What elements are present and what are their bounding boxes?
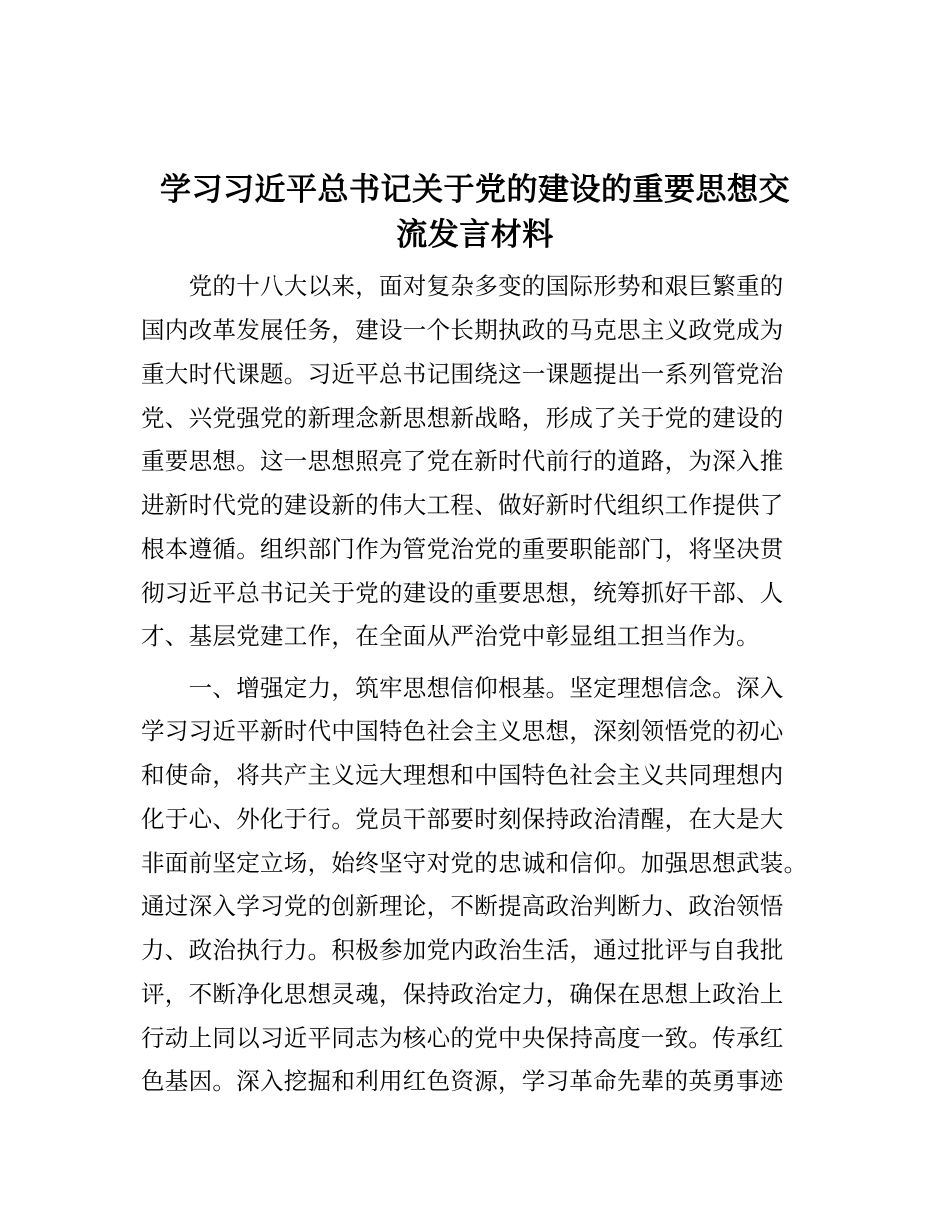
- body-line: 国内改革发展任务，建设一个长期执政的马克思主义政党成为: [141, 316, 784, 344]
- document-title-line-2: 流发言材料: [396, 217, 554, 253]
- body-line: 化于心、外化于行。党员干部要时刻保持政治清醒，在大是大: [141, 805, 784, 833]
- body-line: 重要思想。这一思想照亮了党在新时代前行的道路，为深入推: [141, 447, 784, 475]
- body-line: 进新时代党的建设新的伟大工程、做好新时代组织工作提供了: [141, 491, 784, 519]
- body-line: 行动上同以习近平同志为核心的党中央保持高度一致。传承红: [141, 1024, 784, 1052]
- body-line: 重大时代课题。习近平总书记围绕这一课题提出一系列管党治: [141, 360, 784, 388]
- body-line: 党、兴党强党的新理念新思想新战略，形成了关于党的建设的: [141, 404, 784, 432]
- body-line: 通过深入学习党的创新理论，不断提高政治判断力、政治领悟: [141, 892, 784, 920]
- body-line: 学习习近平新时代中国特色社会主义思想，深刻领悟党的初心: [141, 717, 784, 745]
- body-line: 评，不断净化思想灵魂，保持政治定力，确保在思想上政治上: [141, 980, 784, 1008]
- body-line: 非面前坚定立场，始终坚守对党的忠诚和信仰。加强思想武装。: [141, 849, 808, 877]
- body-line: 力、政治执行力。积极参加党内政治生活，通过批评与自我批: [141, 936, 784, 964]
- body-line: 党的十八大以来，面对复杂多变的国际形势和艰巨繁重的: [141, 272, 784, 300]
- body-line: 彻习近平总书记关于党的建设的重要思想，统筹抓好干部、人: [141, 579, 784, 607]
- body-line: 才、基层党建工作，在全面从严治党中彰显组工担当作为。: [141, 622, 760, 650]
- document-title-line-1: 学习习近平总书记关于党的建设的重要思想交: [160, 172, 790, 208]
- body-line: 和使命，将共产主义远大理想和中国特色社会主义共同理想内: [141, 761, 784, 789]
- body-line: 色基因。深入挖掘和利用红色资源，学习革命先辈的英勇事迹: [141, 1067, 784, 1095]
- body-line: 根本遵循。组织部门作为管党治党的重要职能部门，将坚决贯: [141, 535, 784, 563]
- body-line: 一、增强定力，筑牢思想信仰根基。坚定理想信念。深入: [141, 674, 784, 702]
